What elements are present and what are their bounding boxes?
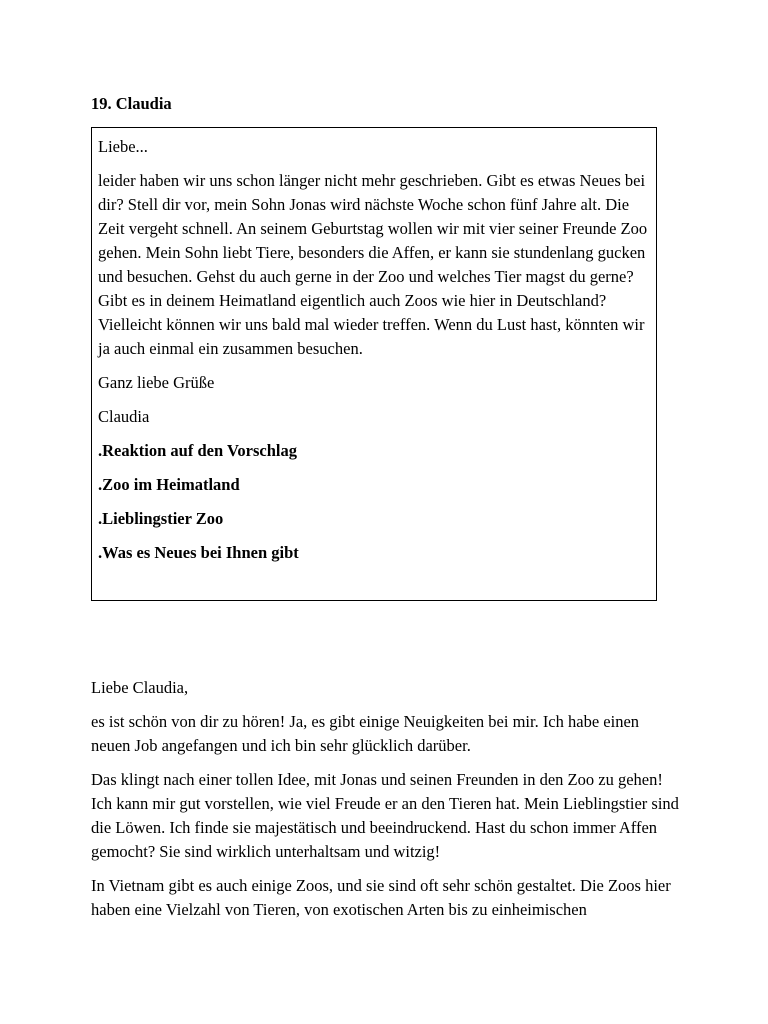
reply-letter [91,676,681,932]
reply-paragraph: Das klingt nach einer tollen Idee, mit Jonas und seinen Freunden in den Zoo zu gehen! Ich kann mir gut vorstellen, wie viel Freude er an den Tieren hat. Mein Lieblingstier sind die Löwen. Ich finde sie majestätisch und beeindruckend. Hast du schon immer Affen gemocht? Sie sind wirklich unterhaltsam und witzig! [91,770,679,861]
letter-signature: Claudia [98,407,150,426]
exercise-heading: 19. Claudia [91,94,172,113]
letter-salutation: Liebe... [98,137,148,156]
reply-paragraph: es ist schön von dir zu hören! Ja, es gibt einige Neuigkeiten bei mir. Ich habe einen neuen Job angefangen und ich bin sehr glücklich darüber. [91,712,640,755]
letter-body: leider haben wir uns schon länger nicht mehr geschrieben. Gibt es etwas Neues bei dir? Stell dir vor, mein Sohn Jonas wird nächste Woche schon fünf Jahre alt. Die Zeit vergeht schnell. An seinem Geburtstag wollen wir mit vier seiner Freunde Zoo gehen. Mein Sohn liebt Tiere, besonders die Affen, er kann sie stundenlang gucken und besuchen. Gehst du auch gerne in der Zoo und welches Tier magst du gerne? Gibt es in deinem Heimatland eigentlich auch Zoos wie hier in Deutschland? Vielleicht können wir uns bald mal wieder treffen. Wenn du Lust hast, könnten wir ja auch einmal ein zusammen besuchen. [98,171,648,358]
task-item: .Zoo im Heimatland [98,475,240,494]
letter-box [91,127,657,601]
reply-salutation: Liebe Claudia, [91,678,189,697]
task-item: .Reaktion auf den Vorschlag [98,441,297,460]
reply-paragraph: In Vietnam gibt es auch einige Zoos, und sie sind oft sehr schön gestaltet. Die Zoos hier haben eine Vielzahl von Tieren, von exotischen Arten bis zu einheimischen [91,876,671,919]
task-item: .Was es Neues bei Ihnen gibt [98,543,299,562]
task-item: .Lieblingstier Zoo [98,509,224,528]
letter-closing: Ganz liebe Grüße [98,373,215,392]
